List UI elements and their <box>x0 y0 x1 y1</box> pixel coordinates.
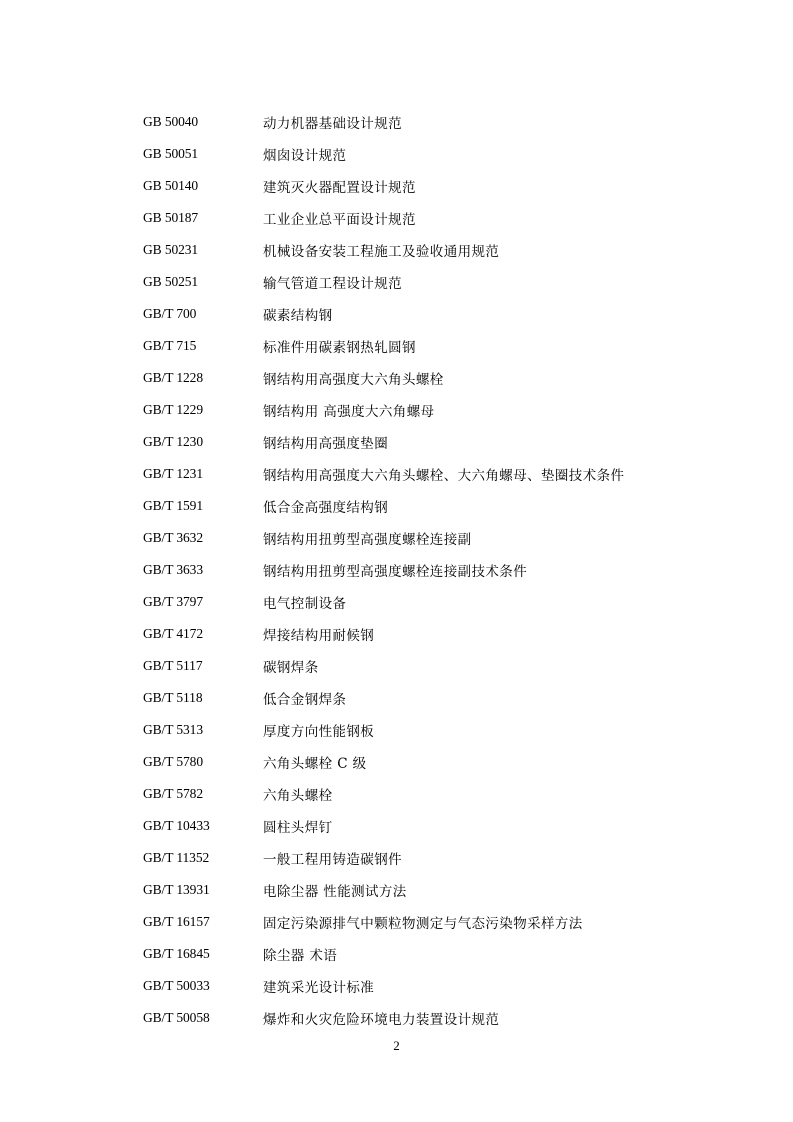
standard-title: 电除尘器 性能测试方法 <box>263 884 407 900</box>
standard-code: GB 50251 <box>143 274 199 289</box>
standard-code: GB/T 50033 <box>143 978 210 993</box>
standard-row <box>143 714 703 746</box>
standard-code: GB/T 5117 <box>143 658 203 673</box>
standard-code: GB 50051 <box>143 146 199 161</box>
standard-title: 碳钢焊条 <box>263 660 319 676</box>
standard-title: 钢结构用高强度大六角头螺栓 <box>263 372 444 388</box>
standard-title: 建筑灭火器配置设计规范 <box>263 180 416 196</box>
standard-code: GB/T 10433 <box>143 818 210 833</box>
standard-row <box>143 938 703 970</box>
standard-code: GB/T 16845 <box>143 946 210 961</box>
standard-row <box>143 842 703 874</box>
standard-row <box>143 234 703 266</box>
standard-title: 输气管道工程设计规范 <box>263 276 402 292</box>
standard-code: GB/T 715 <box>143 338 197 353</box>
standard-row <box>143 682 703 714</box>
standard-code: GB/T 4172 <box>143 626 203 641</box>
standard-title: 建筑采光设计标准 <box>263 980 375 996</box>
standard-title: 一般工程用铸造碳钢件 <box>263 852 402 868</box>
standard-row <box>143 554 703 586</box>
standard-row <box>143 906 703 938</box>
standard-title: 烟囱设计规范 <box>263 148 347 164</box>
standard-row <box>143 458 703 490</box>
standard-code: GB/T 3797 <box>143 594 203 609</box>
standard-code: GB 50040 <box>143 114 199 129</box>
standard-title: 碳素结构钢 <box>263 308 333 324</box>
standard-title: 钢结构用扭剪型高强度螺栓连接副技术条件 <box>263 564 528 580</box>
standard-code: GB 50140 <box>143 178 199 193</box>
standard-row <box>143 778 703 810</box>
standard-code: GB/T 5313 <box>143 722 203 737</box>
standard-row <box>143 1002 703 1034</box>
standard-row <box>143 522 703 554</box>
standard-code: GB/T 50058 <box>143 1010 210 1025</box>
standard-title: 工业企业总平面设计规范 <box>263 212 416 228</box>
standard-row <box>143 106 703 138</box>
standard-code: GB/T 3632 <box>143 530 203 545</box>
standard-title: 电气控制设备 <box>263 596 347 612</box>
standard-title: 钢结构用扭剪型高强度螺栓连接副 <box>263 532 472 548</box>
standard-row <box>143 138 703 170</box>
standard-title: 低合金高强度结构钢 <box>263 500 389 516</box>
standard-code: GB/T 1229 <box>143 402 203 417</box>
standard-title: 除尘器 术语 <box>263 948 338 964</box>
standard-row <box>143 170 703 202</box>
standard-row <box>143 874 703 906</box>
standard-title: 焊接结构用耐候钢 <box>263 628 375 644</box>
standard-code: GB/T 13931 <box>143 882 210 897</box>
standard-title: 标准件用碳素钢热轧圆钢 <box>263 340 416 356</box>
standard-title: 爆炸和火灾危险环境电力装置设计规范 <box>263 1012 500 1028</box>
standard-code: GB/T 5780 <box>143 754 203 769</box>
standard-row <box>143 650 703 682</box>
standard-row <box>143 330 703 362</box>
standard-row <box>143 490 703 522</box>
standard-row <box>143 394 703 426</box>
standard-row <box>143 746 703 778</box>
standard-row <box>143 618 703 650</box>
standard-code: GB/T 5782 <box>143 786 203 801</box>
standard-title: 六角头螺栓 <box>263 788 333 804</box>
standard-code: GB/T 1228 <box>143 370 203 385</box>
standard-row <box>143 810 703 842</box>
standard-title: 六角头螺栓 C 级 <box>263 756 367 772</box>
standard-code: GB 50187 <box>143 210 199 225</box>
standard-title: 低合金钢焊条 <box>263 692 347 708</box>
standard-row <box>143 362 703 394</box>
standard-code: GB 50231 <box>143 242 199 257</box>
standard-row <box>143 298 703 330</box>
standard-code: GB/T 1591 <box>143 498 203 513</box>
standard-title: 厚度方向性能钢板 <box>263 724 375 740</box>
standard-code: GB/T 16157 <box>143 914 210 929</box>
standard-row <box>143 202 703 234</box>
standard-code: GB/T 700 <box>143 306 197 321</box>
standard-row <box>143 586 703 618</box>
standard-title: 钢结构用高强度垫圈 <box>263 436 389 452</box>
standards-list <box>143 106 703 1034</box>
standard-code: GB/T 5118 <box>143 690 203 705</box>
standard-title: 钢结构用 高强度大六角螺母 <box>263 404 435 420</box>
standard-title: 固定污染源排气中颗粒物测定与气态污染物采样方法 <box>263 916 583 932</box>
standard-title: 机械设备安装工程施工及验收通用规范 <box>263 244 500 260</box>
standard-row <box>143 426 703 458</box>
standard-code: GB/T 1230 <box>143 434 203 449</box>
standard-title: 圆柱头焊钉 <box>263 820 333 836</box>
standard-title: 动力机器基础设计规范 <box>263 116 402 132</box>
standard-code: GB/T 11352 <box>143 850 210 865</box>
standard-title: 钢结构用高强度大六角头螺栓、大六角螺母、垫圈技术条件 <box>263 468 625 484</box>
page-number: 2 <box>393 1038 400 1053</box>
standard-row <box>143 970 703 1002</box>
standard-code: GB/T 1231 <box>143 466 203 481</box>
standard-code: GB/T 3633 <box>143 562 203 577</box>
standard-row <box>143 266 703 298</box>
